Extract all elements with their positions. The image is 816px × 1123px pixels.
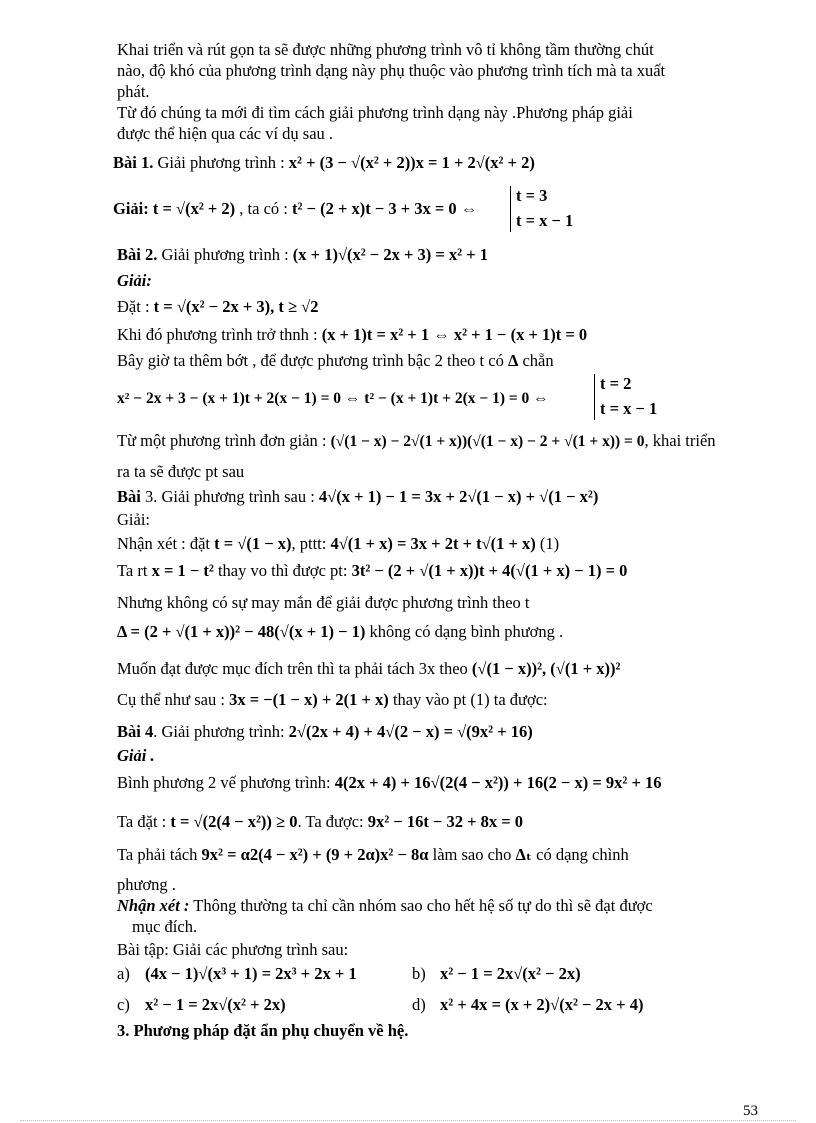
intro-line-1: Khai triển và rút gọn ta sẽ được những phương trình vô tỉ không tầm thường chút <box>117 40 654 59</box>
bai2-khi-equation: (x + 1)t = x² + 1 ⇔ x² + 1 − (x + 1)t = 0 <box>321 325 588 344</box>
bai4-tach-equation: 9x² = α2(4 − x²) + (9 + 2α)x² − 8α <box>201 845 429 864</box>
bai2-delta: Δ <box>507 351 519 370</box>
exercise-c-label: c) <box>117 995 130 1014</box>
bai4-dat-equation: t = √(2(4 − x²)) ≥ 0 <box>170 812 298 831</box>
bai2-tu-equation: (√(1 − x) − 2√(1 + x))(√(1 − x) − 2 + √(1 + x)) = 0 <box>330 433 645 450</box>
bai2-bay-end: chẵn <box>518 351 554 370</box>
bai3-title: Bài <box>117 487 141 506</box>
bai4-equation: 2√(2x + 4) + 4√(2 − x) = √(9x² + 16) <box>288 722 533 741</box>
bai4-dat-equation-2: 9x² − 16t − 32 + 8x = 0 <box>367 812 524 831</box>
bai3-muon-line <box>117 659 620 679</box>
bai3-cu-equation: 3x = −(1 − x) + 2(1 + x) <box>229 690 389 709</box>
bai3-muon-equation: (√(1 − x))², (√(1 + x))² <box>471 659 621 678</box>
bai1-substitution: t = √(x² + 2) <box>148 199 240 218</box>
bai4-solution-label: Giải . <box>117 746 155 765</box>
bai1-title: Bài 1. <box>113 153 154 172</box>
bai3-cu-end: thay vào pt (1) ta được: <box>388 690 548 709</box>
bai2-tu-end: , khai triển <box>644 431 716 450</box>
exercise-b-label: b) <box>412 964 426 983</box>
bai3-delta-end: không có dạng bình phương . <box>365 622 564 641</box>
intro-line-3: phát. <box>117 82 150 101</box>
bai1-solution-equation: t² − (2 + x)t − 3 + 3x = 0 ⇔ <box>292 199 478 218</box>
note-text-1: Thông thường ta chỉ cần nhóm sao cho hết hệ số tự do thì sẽ đạt được <box>189 896 653 915</box>
bai4-tach-line-2: phương . <box>117 875 176 894</box>
bai4-tach-line <box>117 845 629 865</box>
bai2-tu-line <box>117 431 716 452</box>
bai4-tach-end: có dạng chình <box>532 845 629 864</box>
bai3-prompt: Giải phương trình sau : <box>157 487 319 506</box>
bai2-equation: (x + 1)√(x² − 2x + 3) = x² + 1 <box>292 245 488 264</box>
bai1-case-2: t = x − 1 <box>516 211 574 230</box>
bai2-case-1: t = 2 <box>600 374 632 393</box>
bai4-prompt: . Giải phương trình: <box>153 722 289 741</box>
bai3-nx-equation: 4√(1 + x) = 3x + 2t + t√(1 + x) <box>330 534 536 553</box>
bai4-dat-mid: . Ta được: <box>297 812 368 831</box>
bai3-ta-x: x = 1 − t² <box>151 561 214 580</box>
bai2-solution-label: Giải: <box>117 271 152 290</box>
bai4-tach-text: Ta phải tách <box>117 845 202 864</box>
bai4-title: Bài 4 <box>117 722 154 741</box>
bai3-muon-text: Muốn đạt được mục đích trên thì ta phải tách 3x theo <box>117 659 472 678</box>
exercise-a-label: a) <box>117 964 130 983</box>
bai4-binh-equation: 4(2x + 4) + 16√(2(4 − x²)) + 16(2 − x) = 9x² + 16 <box>334 773 662 792</box>
bai3-ta-text: Ta rt <box>117 561 152 580</box>
note-line-1 <box>117 896 653 916</box>
exercise-a-equation: (4x − 1)√(x³ + 1) = 2x³ + 2x + 1 <box>145 964 357 983</box>
intro-line-4: Từ đó chúng ta mới đi tìm cách giải phương trình dạng này .Phương pháp giải <box>117 103 633 122</box>
bai1-solution-mid: , ta có : <box>239 199 292 218</box>
bai1-statement <box>113 153 535 173</box>
bai2-title: Bài 2. <box>117 245 158 264</box>
bai3-nx-num: (1) <box>535 534 560 553</box>
exercise-d-label: d) <box>412 995 426 1014</box>
bai3-nx-line <box>117 534 559 554</box>
bai3-cu-line <box>117 690 548 710</box>
bai2-bay-text: Bây giờ ta thêm bớt , để được phương trình bậc 2 theo t có <box>117 351 508 370</box>
bai1-case-1: t = 3 <box>516 186 548 205</box>
bai4-binh-line <box>117 773 661 793</box>
bai3-ta-mid: thay vo thì được pt: <box>213 561 352 580</box>
bai3-nx-mid: , pttt: <box>291 534 331 553</box>
bai2-case-2: t = x − 1 <box>600 399 658 418</box>
bai2-ra-line: ra ta sẽ được pt sau <box>117 462 245 481</box>
bai1-case-brace <box>510 186 511 232</box>
bai2-khi-line <box>117 325 587 345</box>
intro-line-2: nào, độ khó của phương trình dạng này phụ thuộc vào phương trình tích mà ta xuất <box>117 61 666 80</box>
bai2-big-equation: x² − 2x + 3 − (x + 1)t + 2(x − 1) = 0 ⇔ t² − (x + 1)t + 2(x − 1) = 0 ⇔ <box>117 390 549 407</box>
bai2-set-equation: t = √(x² − 2x + 3), t ≥ √2 <box>153 297 319 316</box>
bai1-solution <box>113 199 477 219</box>
note-label: Nhận xét : <box>117 896 190 915</box>
bai3-title-num: 3. <box>140 487 158 506</box>
bai4-dat-text: Ta đặt : <box>117 812 171 831</box>
bai3-nhung-line: Nhưng không có sự may mắn để giải được phương trình theo t <box>117 593 530 612</box>
exercise-d-equation: x² + 4x = (x + 2)√(x² − 2x + 4) <box>440 995 644 1014</box>
note-line-2: mục đích. <box>132 917 198 936</box>
bai3-solution-label: Giải: <box>117 510 150 529</box>
footer-divider <box>20 1120 796 1121</box>
bai3-cu-text: Cụ thể như sau : <box>117 690 230 709</box>
bai2-prompt: Giải phương trình : <box>157 245 293 264</box>
bai2-khi-label: Khi đó phương trình trở thnh : <box>117 325 322 344</box>
bai2-statement <box>117 245 488 265</box>
bai4-statement <box>117 722 533 742</box>
intro-line-5: được thể hiện qua các ví dụ sau . <box>117 124 334 143</box>
bai1-prompt: Giải phương trình : <box>153 153 289 172</box>
bai3-delta-equation: Δ = (2 + √(1 + x))² − 48(√(x + 1) − 1) <box>117 622 366 641</box>
exercise-a <box>117 964 130 984</box>
section-3-heading: 3. Phương pháp đặt ẩn phụ chuyển về hệ. <box>117 1021 409 1040</box>
bai2-tu-text: Từ một phương trình đơn giản : <box>117 431 331 450</box>
bai3-statement <box>117 487 598 507</box>
bai3-nx-text: Nhận xét : đặt <box>117 534 215 553</box>
bai4-binh-text: Bình phương 2 vế phương trình: <box>117 773 335 792</box>
bai3-equation: 4√(x + 1) − 1 = 3x + 2√(1 − x) + √(1 − x²) <box>318 487 599 506</box>
bai3-delta-line <box>117 622 563 642</box>
bai4-dat-line <box>117 812 523 832</box>
bai2-bay-line <box>117 351 554 371</box>
bai4-tach-delta: Δₜ <box>515 845 533 864</box>
bai2-case-brace <box>594 374 595 420</box>
bai1-equation: x² + (3 − √(x² + 2))x = 1 + 2√(x² + 2) <box>288 153 535 172</box>
bai1-solution-label: Giải: <box>113 199 149 218</box>
bai3-ta-line <box>117 561 627 581</box>
bai3-nx-t: t = √(1 − x) <box>214 534 292 553</box>
bai2-set-label: Đặt : <box>117 297 154 316</box>
exercises-title: Bài tập: Giải các phương trình sau: <box>117 940 349 959</box>
page-number: 53 <box>743 1103 758 1119</box>
bai2-set-line <box>117 297 318 317</box>
bai4-tach-mid: làm sao cho <box>428 845 516 864</box>
bai3-ta-equation: 3t² − (2 + √(1 + x))t + 4(√(1 + x) − 1) = 0 <box>351 561 628 580</box>
exercise-c-equation: x² − 1 = 2x√(x² + 2x) <box>145 995 286 1014</box>
exercise-b-equation: x² − 1 = 2x√(x² − 2x) <box>440 964 581 983</box>
